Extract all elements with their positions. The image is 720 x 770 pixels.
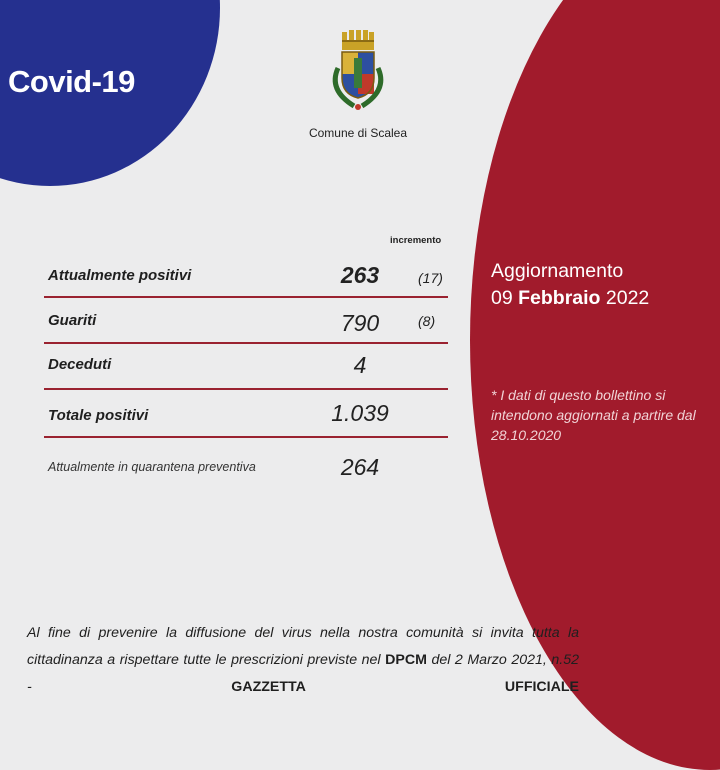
coat-of-arms-logo [318, 28, 398, 118]
divider [44, 342, 448, 344]
divider [44, 436, 448, 438]
stat-value: 790 [340, 310, 380, 336]
footer-message [27, 620, 579, 701]
footer-gazzetta: GAZZETTA UFFICIALE [231, 679, 579, 695]
stat-label: Deceduti [48, 356, 112, 373]
stat-value: 4 [353, 352, 367, 378]
stat-value: 263 [340, 262, 380, 288]
stat-label: Guariti [48, 312, 97, 329]
disclaimer-note: * I dati di questo bollettino si intendono aggiornati a partire dal 28.10.2020 [491, 387, 696, 443]
update-block [491, 258, 649, 312]
update-date [491, 285, 649, 312]
divider [44, 388, 448, 390]
footer-text-1: Al fine di prevenire la diffusione del virus nella nostra comunità si invita tutta la cittadinanza a rispettare tutte le prescrizioni previste nel [27, 625, 579, 668]
crown-icon [342, 30, 374, 50]
update-year: 2022 [605, 287, 650, 309]
footer-dpcm: DPCM [385, 652, 427, 668]
stat-label: Attualmente positivi [48, 267, 192, 284]
quarantine-label: Attualmente in quarantena preventiva [48, 460, 256, 474]
update-month: Febbraio [518, 287, 601, 309]
quarantine-value: 264 [340, 454, 380, 480]
update-title: Aggiornamento [491, 260, 624, 282]
stat-increment: (17) [418, 270, 443, 286]
shield-icon [342, 52, 374, 98]
municipality-name: Comune di Scalea [308, 126, 408, 140]
stat-label: Totale positivi [48, 407, 149, 424]
increment-header: incremento [390, 235, 442, 246]
footer-text-2: del 2 Marzo 2021, n.52 - [27, 652, 579, 695]
update-day: 09 [491, 287, 513, 309]
stat-value: 1.039 [331, 400, 389, 426]
stat-increment: (8) [418, 313, 436, 329]
covid-badge: Covid-19 [8, 64, 135, 99]
divider [44, 296, 448, 298]
